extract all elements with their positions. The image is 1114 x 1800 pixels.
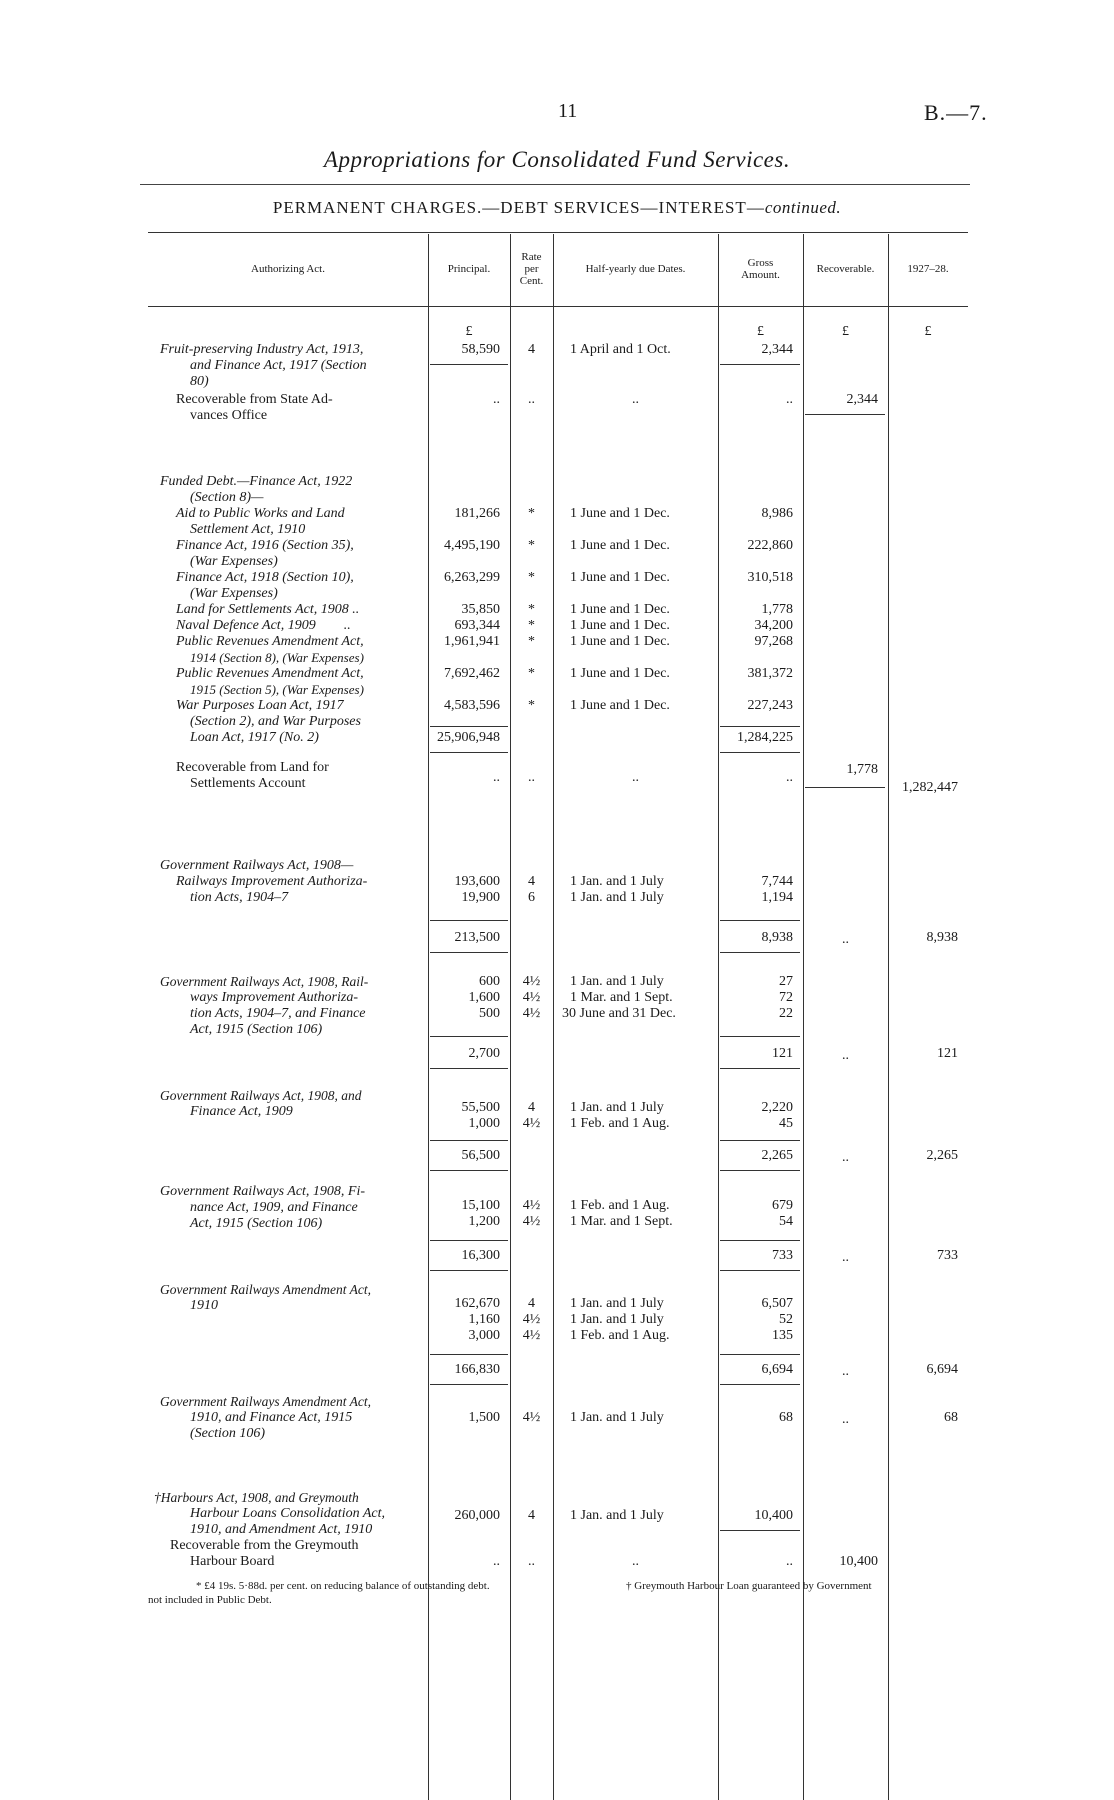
principal-value: 600 bbox=[479, 974, 500, 989]
due-dates: 1 Jan. and 1 July bbox=[570, 1508, 664, 1523]
principal-value: 500 bbox=[479, 1006, 500, 1021]
act-text: Recoverable from Land for bbox=[176, 760, 329, 775]
due-dates: 1 June and 1 Dec. bbox=[570, 602, 670, 617]
due-dates: 30 June and 31 Dec. bbox=[562, 1006, 676, 1021]
sum-rule bbox=[430, 752, 508, 753]
gross-total: 2,265 bbox=[761, 1148, 793, 1163]
principal-value: 1,961,941 bbox=[444, 634, 500, 649]
sum-rule bbox=[430, 1036, 508, 1037]
rate-value: 4½ bbox=[522, 1410, 541, 1425]
principal-value: 4,495,190 bbox=[444, 538, 500, 553]
principal-value: 4,583,596 bbox=[444, 698, 500, 713]
section-heading-continued: continued. bbox=[764, 198, 842, 217]
rate-value: .. bbox=[528, 1554, 535, 1569]
due-dates: 1 Feb. and 1 Aug. bbox=[570, 1328, 670, 1343]
recoverable-value: .. bbox=[842, 1250, 849, 1265]
sum-rule bbox=[720, 1270, 800, 1271]
act-text: tion Acts, 1904–7 bbox=[190, 890, 289, 905]
principal-value: 25,906,948 bbox=[437, 730, 500, 745]
footnote-star-continued: not included in Public Debt. bbox=[148, 1594, 272, 1606]
act-text: ways Improvement Authoriza- bbox=[190, 990, 358, 1005]
gross-total: 733 bbox=[772, 1248, 793, 1263]
act-text: 80) bbox=[190, 374, 209, 389]
rate-value: * bbox=[528, 570, 535, 585]
due-dates: 1 Mar. and 1 Sept. bbox=[570, 990, 673, 1005]
sum-rule bbox=[720, 1384, 800, 1385]
currency-principal: £ bbox=[465, 324, 473, 339]
gross-value: 97,268 bbox=[754, 634, 793, 649]
sum-rule bbox=[430, 726, 508, 727]
act-text: Public Revenues Amendment Act, bbox=[176, 666, 364, 681]
rate-value: 4½ bbox=[522, 1198, 541, 1213]
act-text: Loan Act, 1917 (No. 2) bbox=[190, 730, 319, 745]
act-text: (War Expenses) bbox=[190, 586, 278, 601]
act-text: 1910 bbox=[190, 1298, 218, 1313]
gross-value: 222,860 bbox=[747, 538, 793, 553]
act-text: Government Railways Amendment Act, bbox=[160, 1282, 371, 1297]
year-total: 121 bbox=[937, 1046, 958, 1061]
due-dates: 1 Jan. and 1 July bbox=[570, 974, 664, 989]
rate-value: * bbox=[528, 538, 535, 553]
rate-value: 4½ bbox=[522, 1214, 541, 1229]
act-text: Naval Defence Act, 1909 .. bbox=[176, 618, 351, 633]
rate-value: * bbox=[528, 618, 535, 633]
header-rate-line1: Rate bbox=[521, 251, 542, 263]
act-text: Act, 1915 (Section 106) bbox=[190, 1216, 323, 1231]
footnote-dagger: † Greymouth Harbour Loan guaranteed by Government bbox=[626, 1580, 872, 1592]
sum-rule bbox=[720, 726, 800, 727]
due-dates: .. bbox=[632, 392, 639, 407]
act-text: 1915 (Section 5), (War Expenses) bbox=[190, 682, 364, 697]
gross-value: 22 bbox=[779, 1006, 793, 1021]
recoverable-value: .. bbox=[842, 1364, 849, 1379]
recoverable-value: .. bbox=[842, 932, 849, 947]
table-header-rule bbox=[148, 306, 968, 307]
act-text: Fruit-preserving Industry Act, 1913, bbox=[160, 342, 364, 357]
act-text: Harbour Board bbox=[190, 1554, 275, 1569]
gross-value: 68 bbox=[779, 1410, 793, 1425]
act-text: Finance Act, 1916 (Section 35), bbox=[176, 538, 354, 553]
due-dates: 1 Jan. and 1 July bbox=[570, 874, 664, 889]
gross-total: 121 bbox=[772, 1046, 793, 1061]
col-divider-recoverable bbox=[888, 234, 889, 1800]
gross-value: 6,507 bbox=[761, 1296, 793, 1311]
header-gross-line1: Gross bbox=[747, 257, 774, 269]
act-text: 1910, and Finance Act, 1915 bbox=[190, 1410, 353, 1425]
act-text: Aid to Public Works and Land bbox=[176, 506, 345, 521]
gross-value: 7,744 bbox=[761, 874, 793, 889]
header-principal: Principal. bbox=[447, 263, 491, 275]
due-dates: 1 June and 1 Dec. bbox=[570, 634, 670, 649]
principal-value: 693,344 bbox=[454, 618, 500, 633]
principal-value: 7,692,462 bbox=[444, 666, 500, 681]
recoverable-value: 2,344 bbox=[846, 392, 878, 407]
principal-value: 1,160 bbox=[468, 1312, 500, 1327]
due-dates: 1 June and 1 Dec. bbox=[570, 506, 670, 521]
rate-value: 4½ bbox=[522, 1312, 541, 1327]
rate-value: .. bbox=[528, 392, 535, 407]
rate-value: * bbox=[528, 602, 535, 617]
sum-rule bbox=[430, 952, 508, 953]
recoverable-value: .. bbox=[842, 1150, 849, 1165]
due-dates: .. bbox=[632, 770, 639, 785]
header-rate-line3: Cent. bbox=[519, 275, 544, 287]
gross-value: 2,344 bbox=[761, 342, 793, 357]
act-text: Funded Debt.—Finance Act, 1922 bbox=[160, 474, 353, 489]
sum-rule bbox=[430, 1384, 508, 1385]
rate-value: .. bbox=[528, 770, 535, 785]
rate-value: 4½ bbox=[522, 1116, 541, 1131]
gross-total: 6,694 bbox=[761, 1362, 793, 1377]
sum-rule bbox=[720, 1036, 800, 1037]
principal-value: .. bbox=[493, 770, 500, 785]
act-text: 1914 (Section 8), (War Expenses) bbox=[190, 650, 364, 665]
act-text: Government Railways Act, 1908, Fi- bbox=[160, 1184, 366, 1199]
gross-value: 34,200 bbox=[754, 618, 793, 633]
year-total: 2,265 bbox=[926, 1148, 958, 1163]
due-dates: 1 April and 1 Oct. bbox=[570, 342, 671, 357]
sum-rule bbox=[720, 1140, 800, 1141]
sum-rule bbox=[720, 752, 800, 753]
act-text: Government Railways Amendment Act, bbox=[160, 1394, 371, 1409]
title-rule bbox=[140, 184, 970, 185]
act-text: vances Office bbox=[190, 408, 268, 423]
rate-value: 4 bbox=[528, 1508, 535, 1523]
year-total: 8,938 bbox=[926, 930, 958, 945]
gross-value: 310,518 bbox=[747, 570, 793, 585]
sum-rule bbox=[720, 1068, 800, 1069]
year-total: 1,282,447 bbox=[902, 780, 958, 795]
act-text: (Section 2), and War Purposes bbox=[190, 714, 361, 729]
act-text: Recoverable from the Greymouth bbox=[170, 1538, 359, 1553]
gross-value: .. bbox=[786, 1554, 793, 1569]
act-text: Finance Act, 1918 (Section 10), bbox=[176, 570, 354, 585]
act-text: (Section 106) bbox=[190, 1426, 266, 1441]
act-text: Railways Improvement Authoriza- bbox=[176, 874, 368, 889]
header-due-dates: Half-yearly due Dates. bbox=[585, 263, 686, 275]
due-dates: 1 Feb. and 1 Aug. bbox=[570, 1198, 670, 1213]
gross-value: 72 bbox=[779, 990, 793, 1005]
due-dates: .. bbox=[632, 1554, 639, 1569]
section-heading-main: PERMANENT CHARGES.—DEBT SERVICES—INTEREST— bbox=[272, 198, 765, 217]
due-dates: 1 June and 1 Dec. bbox=[570, 666, 670, 681]
due-dates: 1 Jan. and 1 July bbox=[570, 1312, 664, 1327]
principal-value: 193,600 bbox=[454, 874, 500, 889]
gross-value: 54 bbox=[779, 1214, 793, 1229]
act-text: Public Revenues Amendment Act, bbox=[176, 634, 364, 649]
act-text: Land for Settlements Act, 1908 .. bbox=[176, 602, 360, 617]
act-text: War Purposes Loan Act, 1917 bbox=[176, 698, 344, 713]
due-dates: 1 Jan. and 1 July bbox=[570, 1100, 664, 1115]
act-text: nance Act, 1909, and Finance bbox=[190, 1200, 358, 1215]
sum-rule bbox=[720, 1240, 800, 1241]
rate-value: * bbox=[528, 666, 535, 681]
rate-value: * bbox=[528, 698, 535, 713]
sum-rule bbox=[430, 1354, 508, 1355]
recoverable-value: .. bbox=[842, 1048, 849, 1063]
principal-value: 260,000 bbox=[454, 1508, 500, 1523]
currency-gross: £ bbox=[757, 324, 764, 339]
act-text: Government Railways Act, 1908, Rail- bbox=[160, 974, 369, 989]
principal-value: 181,266 bbox=[454, 506, 500, 521]
table-top-rule bbox=[148, 232, 968, 233]
act-text: 1910, and Amendment Act, 1910 bbox=[190, 1522, 373, 1537]
rate-value: * bbox=[528, 634, 535, 649]
rate-value: 6 bbox=[528, 890, 535, 905]
due-dates: 1 June and 1 Dec. bbox=[570, 570, 670, 585]
sum-rule bbox=[805, 787, 885, 788]
act-text: Settlements Account bbox=[190, 776, 306, 791]
sum-rule bbox=[430, 1068, 508, 1069]
principal-value: 1,500 bbox=[468, 1410, 500, 1425]
gross-total: 1,284,225 bbox=[737, 730, 793, 745]
header-gross-line2: Amount. bbox=[741, 269, 780, 281]
rate-value: 4 bbox=[528, 1100, 535, 1115]
principal-total: 16,300 bbox=[461, 1248, 500, 1263]
footnote-star: * £4 19s. 5·88d. per cent. on reducing balance of outstanding debt. bbox=[196, 1580, 490, 1592]
due-dates: 1 June and 1 Dec. bbox=[570, 538, 670, 553]
year-total: 68 bbox=[944, 1410, 958, 1425]
sum-rule bbox=[430, 920, 508, 921]
principal-value: 162,670 bbox=[454, 1296, 500, 1311]
header-rate-line2: per bbox=[524, 263, 539, 275]
recoverable-value: 10,400 bbox=[839, 1554, 878, 1569]
act-text: Recoverable from State Ad- bbox=[176, 392, 333, 407]
principal-value: 1,600 bbox=[468, 990, 500, 1005]
due-dates: 1 June and 1 Dec. bbox=[570, 618, 670, 633]
due-dates: 1 June and 1 Dec. bbox=[570, 698, 670, 713]
act-text: and Finance Act, 1917 (Section bbox=[190, 358, 367, 373]
due-dates: 1 Mar. and 1 Sept. bbox=[570, 1214, 673, 1229]
currency-year: £ bbox=[924, 324, 932, 339]
rate-value: 4½ bbox=[522, 1006, 541, 1021]
principal-value: 1,200 bbox=[468, 1214, 500, 1229]
act-text: Settlement Act, 1910 bbox=[190, 522, 306, 537]
gross-value: .. bbox=[786, 770, 793, 785]
act-text: (Section 8)— bbox=[190, 490, 264, 505]
gross-value: 2,220 bbox=[761, 1100, 793, 1115]
gross-value: 1,778 bbox=[761, 602, 793, 617]
sum-rule bbox=[720, 1530, 800, 1531]
rate-value: 4½ bbox=[522, 974, 541, 989]
rate-value: 4 bbox=[528, 874, 535, 889]
rate-value: 4 bbox=[528, 342, 535, 357]
principal-total: 2,700 bbox=[468, 1046, 500, 1061]
recoverable-value: 1,778 bbox=[846, 762, 878, 777]
principal-value: 58,590 bbox=[461, 342, 500, 357]
act-text: Government Railways Act, 1908, and bbox=[160, 1088, 362, 1103]
principal-total: 56,500 bbox=[461, 1148, 500, 1163]
gross-value: 679 bbox=[772, 1198, 793, 1213]
gross-value: 10,400 bbox=[754, 1508, 793, 1523]
sum-rule bbox=[430, 1170, 508, 1171]
sum-rule bbox=[720, 920, 800, 921]
act-text: tion Acts, 1904–7, and Finance bbox=[190, 1006, 366, 1021]
header-recoverable: Recoverable. bbox=[816, 263, 875, 275]
gross-value: 227,243 bbox=[747, 698, 793, 713]
sum-rule bbox=[720, 1354, 800, 1355]
recoverable-value: .. bbox=[842, 1412, 849, 1427]
sum-rule bbox=[720, 1170, 800, 1171]
gross-total: 8,938 bbox=[761, 930, 793, 945]
act-text: (War Expenses) bbox=[190, 554, 278, 569]
principal-value: 3,000 bbox=[468, 1328, 500, 1343]
sum-rule bbox=[430, 1270, 508, 1271]
principal-value: 6,263,299 bbox=[444, 570, 500, 585]
due-dates: 1 Jan. and 1 July bbox=[570, 1296, 664, 1311]
rate-value: * bbox=[528, 506, 535, 521]
section-heading bbox=[0, 198, 1114, 218]
page-title: Appropriations for Consolidated Fund Services. bbox=[323, 147, 791, 172]
gross-value: 8,986 bbox=[761, 506, 793, 521]
header-year: 1927–28. bbox=[907, 263, 949, 275]
principal-value: 1,000 bbox=[468, 1116, 500, 1131]
principal-value: .. bbox=[493, 1554, 500, 1569]
page-number: 11 bbox=[558, 100, 578, 122]
currency-recoverable: £ bbox=[842, 324, 849, 339]
act-text: Harbour Loans Consolidation Act, bbox=[190, 1506, 385, 1521]
gross-value: 135 bbox=[772, 1328, 793, 1343]
principal-total: 213,500 bbox=[454, 930, 500, 945]
page-code: B.—7. bbox=[924, 100, 988, 125]
rate-value: 4½ bbox=[522, 1328, 541, 1343]
gross-value: .. bbox=[786, 392, 793, 407]
principal-value: 35,850 bbox=[461, 602, 500, 617]
act-text: Act, 1915 (Section 106) bbox=[190, 1022, 323, 1037]
sum-rule bbox=[430, 364, 508, 365]
due-dates: 1 Jan. and 1 July bbox=[570, 890, 664, 905]
sum-rule bbox=[430, 1240, 508, 1241]
due-dates: 1 Jan. and 1 July bbox=[570, 1410, 664, 1425]
gross-value: 52 bbox=[779, 1312, 793, 1327]
sum-rule bbox=[805, 414, 885, 415]
principal-value: .. bbox=[493, 392, 500, 407]
gross-value: 27 bbox=[779, 974, 793, 989]
sum-rule bbox=[430, 1140, 508, 1141]
due-dates: 1 Feb. and 1 Aug. bbox=[570, 1116, 670, 1131]
rate-value: 4 bbox=[528, 1296, 535, 1311]
act-text: †Harbours Act, 1908, and Greymouth bbox=[154, 1490, 359, 1505]
principal-value: 19,900 bbox=[461, 890, 500, 905]
gross-value: 381,372 bbox=[747, 666, 793, 681]
header-authorizing-act: Authorizing Act. bbox=[251, 263, 325, 275]
year-total: 6,694 bbox=[926, 1362, 958, 1377]
principal-value: 55,500 bbox=[461, 1100, 500, 1115]
gross-value: 45 bbox=[779, 1116, 793, 1131]
act-text: Government Railways Act, 1908— bbox=[160, 858, 354, 873]
sum-rule bbox=[720, 364, 800, 365]
gross-value: 1,194 bbox=[761, 890, 793, 905]
act-text: Finance Act, 1909 bbox=[190, 1104, 293, 1119]
rate-value: 4½ bbox=[522, 990, 541, 1005]
principal-total: 166,830 bbox=[454, 1362, 500, 1377]
principal-value: 15,100 bbox=[461, 1198, 500, 1213]
sum-rule bbox=[720, 952, 800, 953]
year-total: 733 bbox=[937, 1248, 958, 1263]
